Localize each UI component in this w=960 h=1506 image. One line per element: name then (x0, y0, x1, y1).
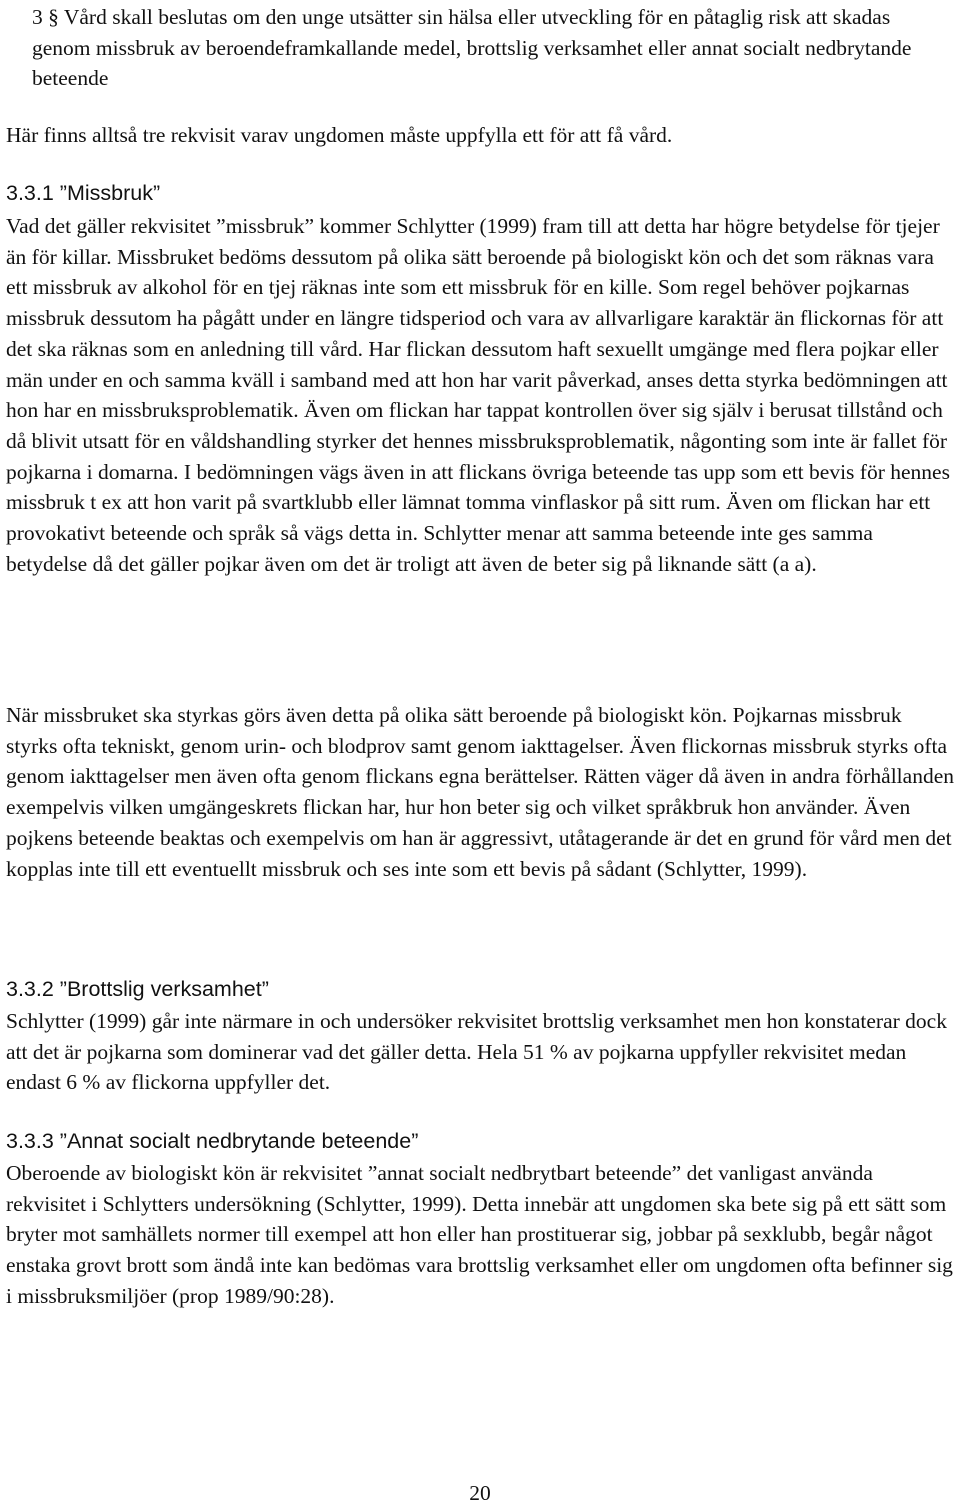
law-quote-text: 3 § Vård skall beslutas om den unge utsätter sin hälsa eller utveckling för en påtaglig risk att skadas genom missbruk av beroendeframkallande medel, brottslig verksamhet eller annat socialt nedbrytande beteende (32, 5, 912, 91)
page-number: 20 (469, 1481, 491, 1505)
law-quote (6, 2, 954, 94)
heading-3-3-2: 3.3.2 ”Brottslig verksamhet” (6, 977, 269, 1001)
paragraph-3-3-1-a: Vad det gäller rekvisitet ”missbruk” kommer Schlytter (1999) fram till att detta har högre betydelse för tjejer än för killar. Missbruket bedöms dessutom på olika sätt beroende på biologiskt kön och det som räknas vara ett missbruk av alkohol för en tjej räknas inte som ett missbruk för en kille. Som regel behöver pojkarnas missbruk dessutom ha pågått under en längre tidsperiod och vara av allvarligare karaktär än flickornas för att det ska räknas som en anledning till vård. Har flickan dessutom haft sexuellt umgänge med flera pojkar eller män under en och samma kväll i samband med att hon har varit påverkad, anses detta styrka bedömningen att hon har en missbruksproblematik. Även om flickan har tappat kontrollen över sig själv i berusat tillstånd och då blivit utsatt för en våldshandling styrker det hennes missbruksproblematik, någonting som inte är fallet för pojkarna i domarna. I bedömningen vägs även in att flickans övriga beteende tas upp som ett bevis för hennes missbruk t ex att hon varit på svartklubb eller lämnat tomma vinflaskor på sitt rum. Även om flickan har ett provokativt beteende och språk så vägs detta in. Schlytter menar att samma beteende inte ges samma betydelse då det gäller pojkar även om det är troligt att även de beter sig på liknande sätt (a a). (6, 214, 950, 576)
paragraph-3-3-1-b: När missbruket ska styrkas görs även detta på olika sätt beroende på biologiskt kön. Pojkarnas missbruk styrks ofta tekniskt, genom urin- och blodprov samt genom iakttagelser. Även flickornas missbruk styrks ofta genom iakttagelser men även ofta genom flickans egna berättelser. Rätten väger då även in andra förhållanden exempelvis vilken umgängeskrets flickan har, hur hon beter sig och vilket språkbruk hon använder. Även pojkens beteende beaktas och exempelvis om han är aggressivt, utåtagerande är det en grund för vård men det kopplas inte till ett eventuellt missbruk och ses inte som ett bevis på sådant (Schlytter, 1999). (6, 703, 954, 881)
paragraph-3-3-3: Oberoende av biologiskt kön är rekvisitet ”annat socialt nedbrytbart beteende” det vanligast använda rekvisitet i Schlytters undersökning (Schlytter, 1999). Detta innebär att ungdomen ska bete sig på ett sätt som bryter mot samhällets normer till exempel att hon eller han prostituerar sig, jobbar på sexklubb, begår något enstaka grovt brott som ändå inte kan bedömas vara brottslig verksamhet eller om ungdomen ofta befinner sig i missbruksmiljöer (prop 1989/90:28). (6, 1161, 953, 1308)
heading-3-3-3: 3.3.3 ”Annat socialt nedbrytande beteende” (6, 1129, 419, 1153)
intro-paragraph: Här finns alltså tre rekvisit varav ungdomen måste uppfylla ett för att få vård. (6, 123, 673, 147)
heading-3-3-1: 3.3.1 ”Missbruk” (6, 181, 161, 205)
paragraph-3-3-2: Schlytter (1999) går inte närmare in och undersöker rekvisitet brottslig verksamhet men hon konstaterar dock att det är pojkarna som dominerar vad det gäller detta. Hela 51 % av pojkarna uppfyller rekvisitet medan endast 6 % av flickorna uppfyller det. (6, 1009, 947, 1095)
